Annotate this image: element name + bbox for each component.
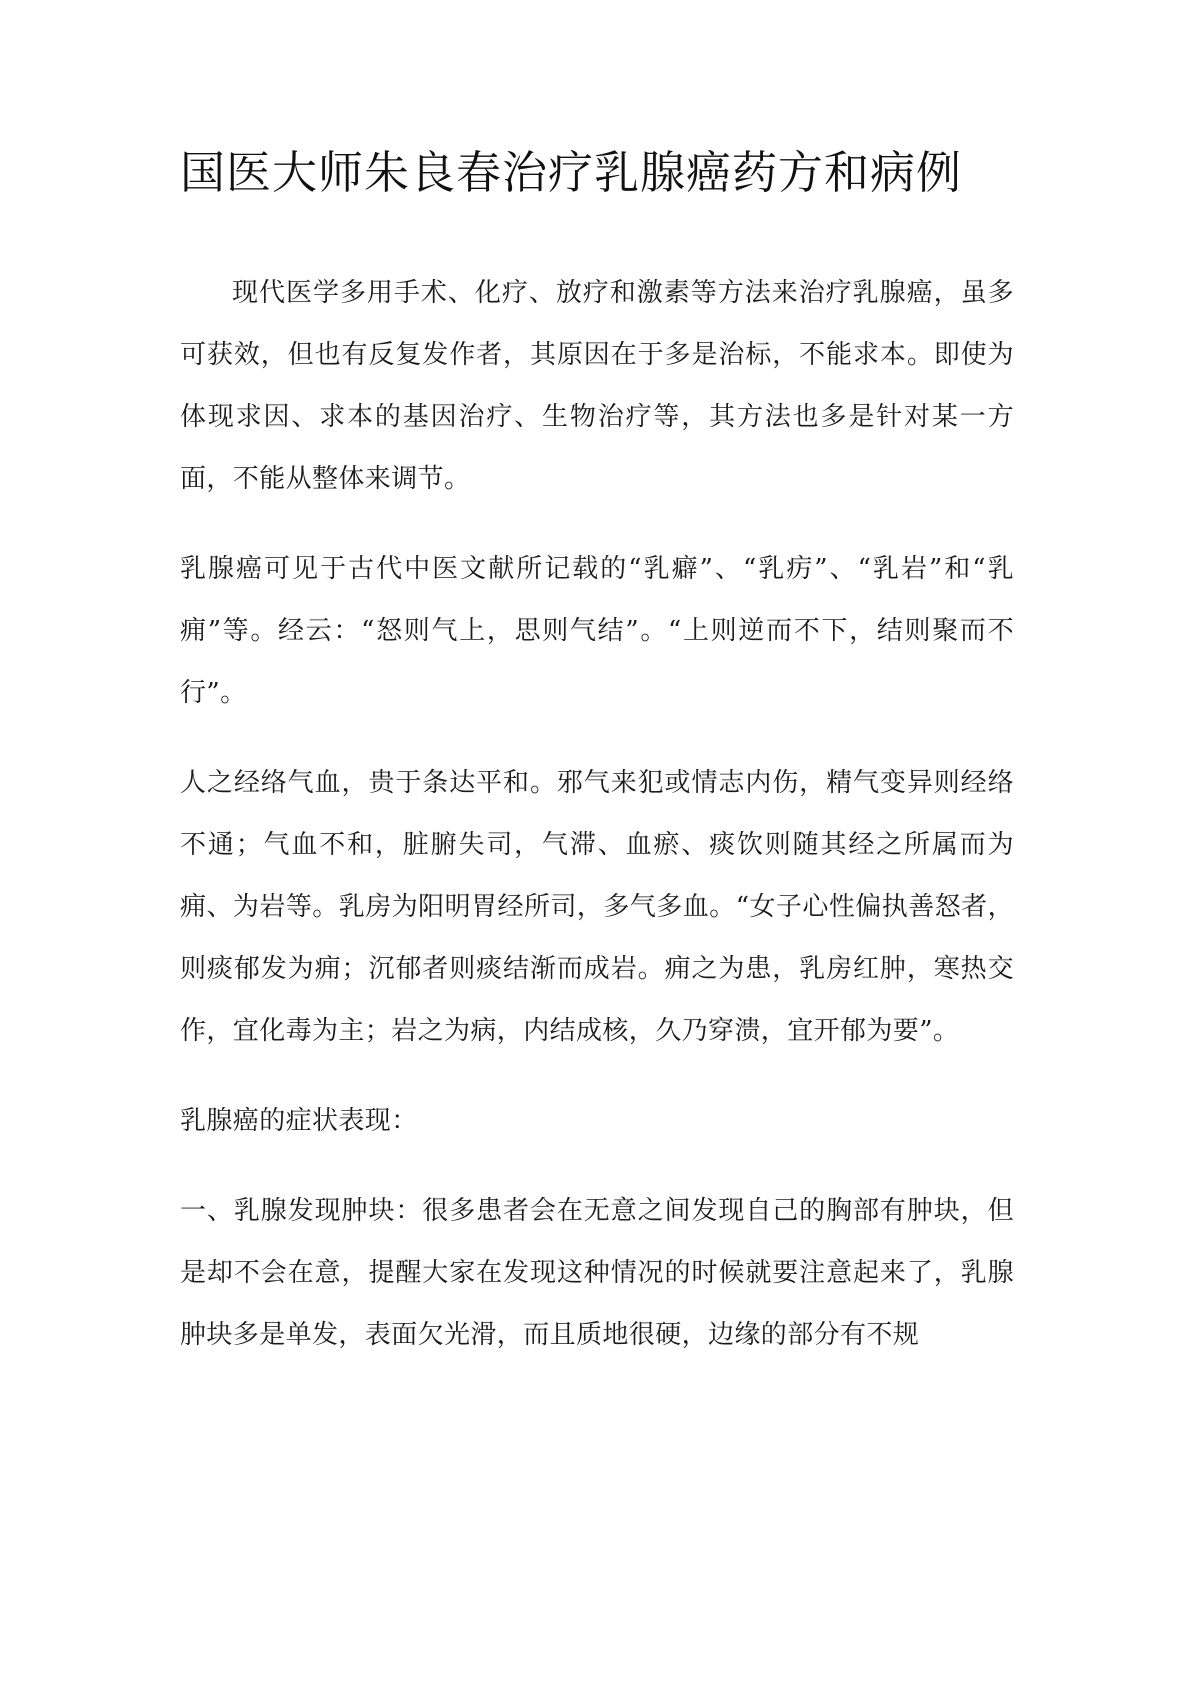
paragraph-pathogenesis: 人之经络气血，贵于条达平和。邪气来犯或情志内伤，精气变异则经络不通；气血不和，脏腑失司，气滞、血瘀、痰饮则随其经之所属而为痈、为岩等。乳房为阳明胃经所司，多气多血。“女子心性偏执善怒者，则痰郁发为痈；沉郁者则痰结渐而成岩。痈之为患，乳房红肿，寒热交作，宜化毒为主；岩之为病，内结成核，久乃穿溃，宜开郁为要”。 — [180, 768, 1014, 1046]
section-heading-symptoms: 乳腺癌的症状表现： — [180, 1106, 418, 1136]
document-body — [180, 262, 1014, 1394]
paragraph-intro: 现代医学多用手术、化疗、放疗和激素等方法来治疗乳腺癌，虽多可获效，但也有反复发作者，其原因在于多是治标，不能求本。即使为体现求因、求本的基因治疗、生物治疗等，其方法也多是针对某一方面，不能从整体来调节。 — [180, 278, 1014, 494]
paragraph-classical-references: 乳腺癌可见于古代中医文献所记载的“乳癖”、“乳疠”、“乳岩”和“乳痈”等。经云：“怒则气上，思则气结”。“上则逆而不下，结则聚而不行”。 — [180, 554, 1014, 708]
document-title: 国医大师朱良春治疗乳腺癌药方和病例 — [180, 146, 963, 199]
paragraph-symptom-one: 一、乳腺发现肿块：很多患者会在无意之间发现自己的胸部有肿块，但是却不会在意，提醒大家在发现这种情况的时候就要注意起来了，乳腺肿块多是单发，表面欠光滑，而且质地很硬，边缘的部分有不规 — [180, 1196, 1014, 1350]
